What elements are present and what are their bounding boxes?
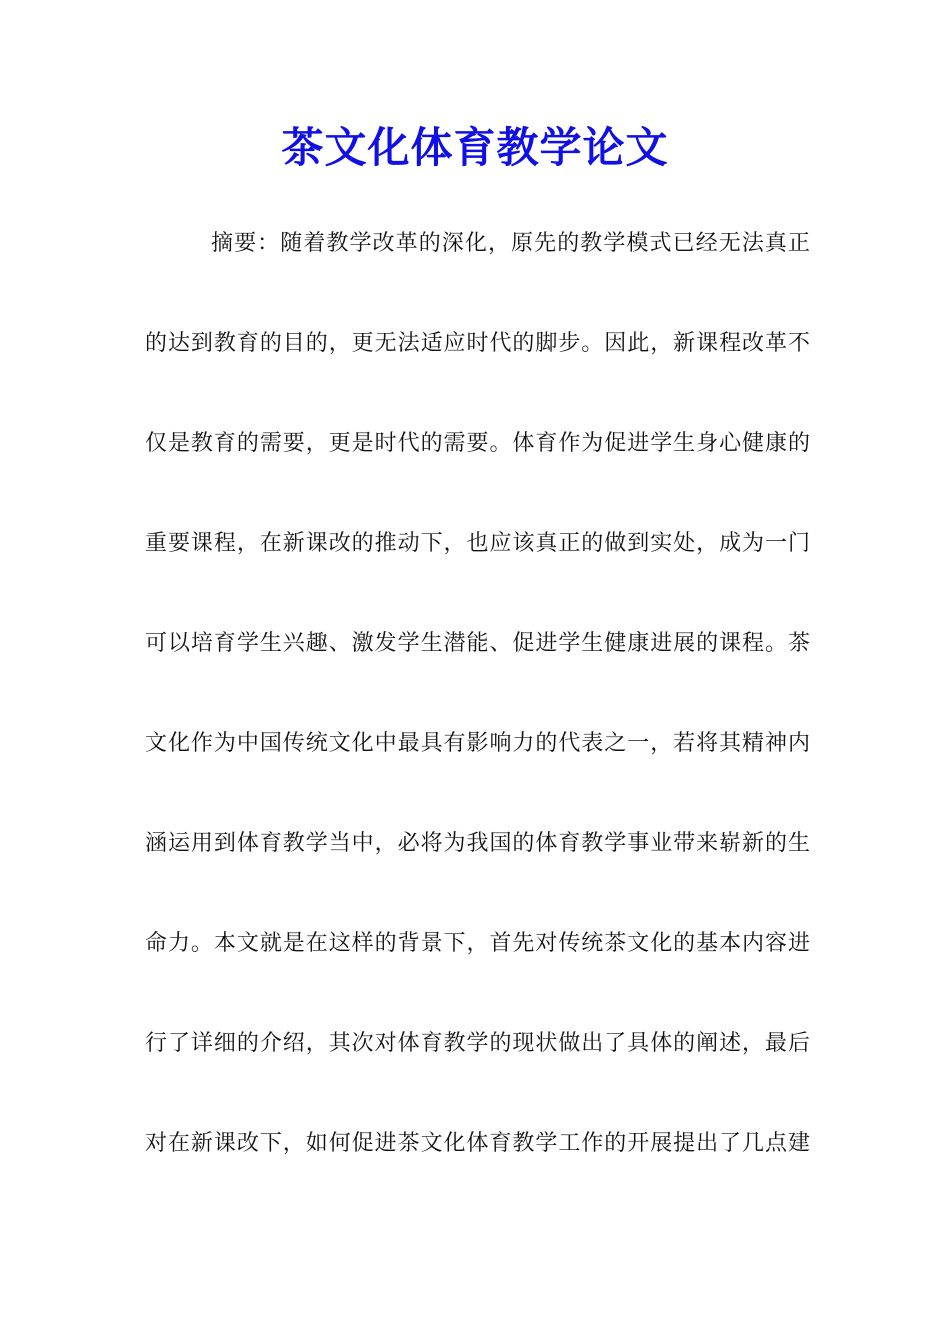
body-line: 文化作为中国传统文化中最具有影响力的代表之一，若将其精神内	[145, 731, 810, 756]
body-line: 命力。本文就是在这样的背景下，首先对传统茶文化的基本内容进	[145, 931, 810, 956]
body-line: 的达到教育的目的，更无法适应时代的脚步。因此，新课程改革不	[145, 331, 810, 356]
page-title: 茶文化体育教学论文	[281, 123, 669, 172]
body-line: 重要课程，在新课改的推动下，也应该真正的做到实处，成为一门	[145, 531, 810, 556]
body-line: 摘要：随着教学改革的深化，原先的教学模式已经无法真正	[211, 231, 810, 256]
body-line: 仅是教育的需要，更是时代的需要。体育作为促进学生身心健康的	[145, 431, 810, 456]
body-line: 对在新课改下，如何促进茶文化体育教学工作的开展提出了几点建	[145, 1131, 810, 1156]
body-line: 行了详细的介绍，其次对体育教学的现状做出了具体的阐述，最后	[145, 1031, 810, 1056]
body-line: 可以培育学生兴趣、激发学生潜能、促进学生健康进展的课程。茶	[145, 631, 810, 656]
body-line: 涵运用到体育教学当中，必将为我国的体育教学事业带来崭新的生	[145, 831, 810, 856]
abstract-body	[145, 222, 810, 1222]
